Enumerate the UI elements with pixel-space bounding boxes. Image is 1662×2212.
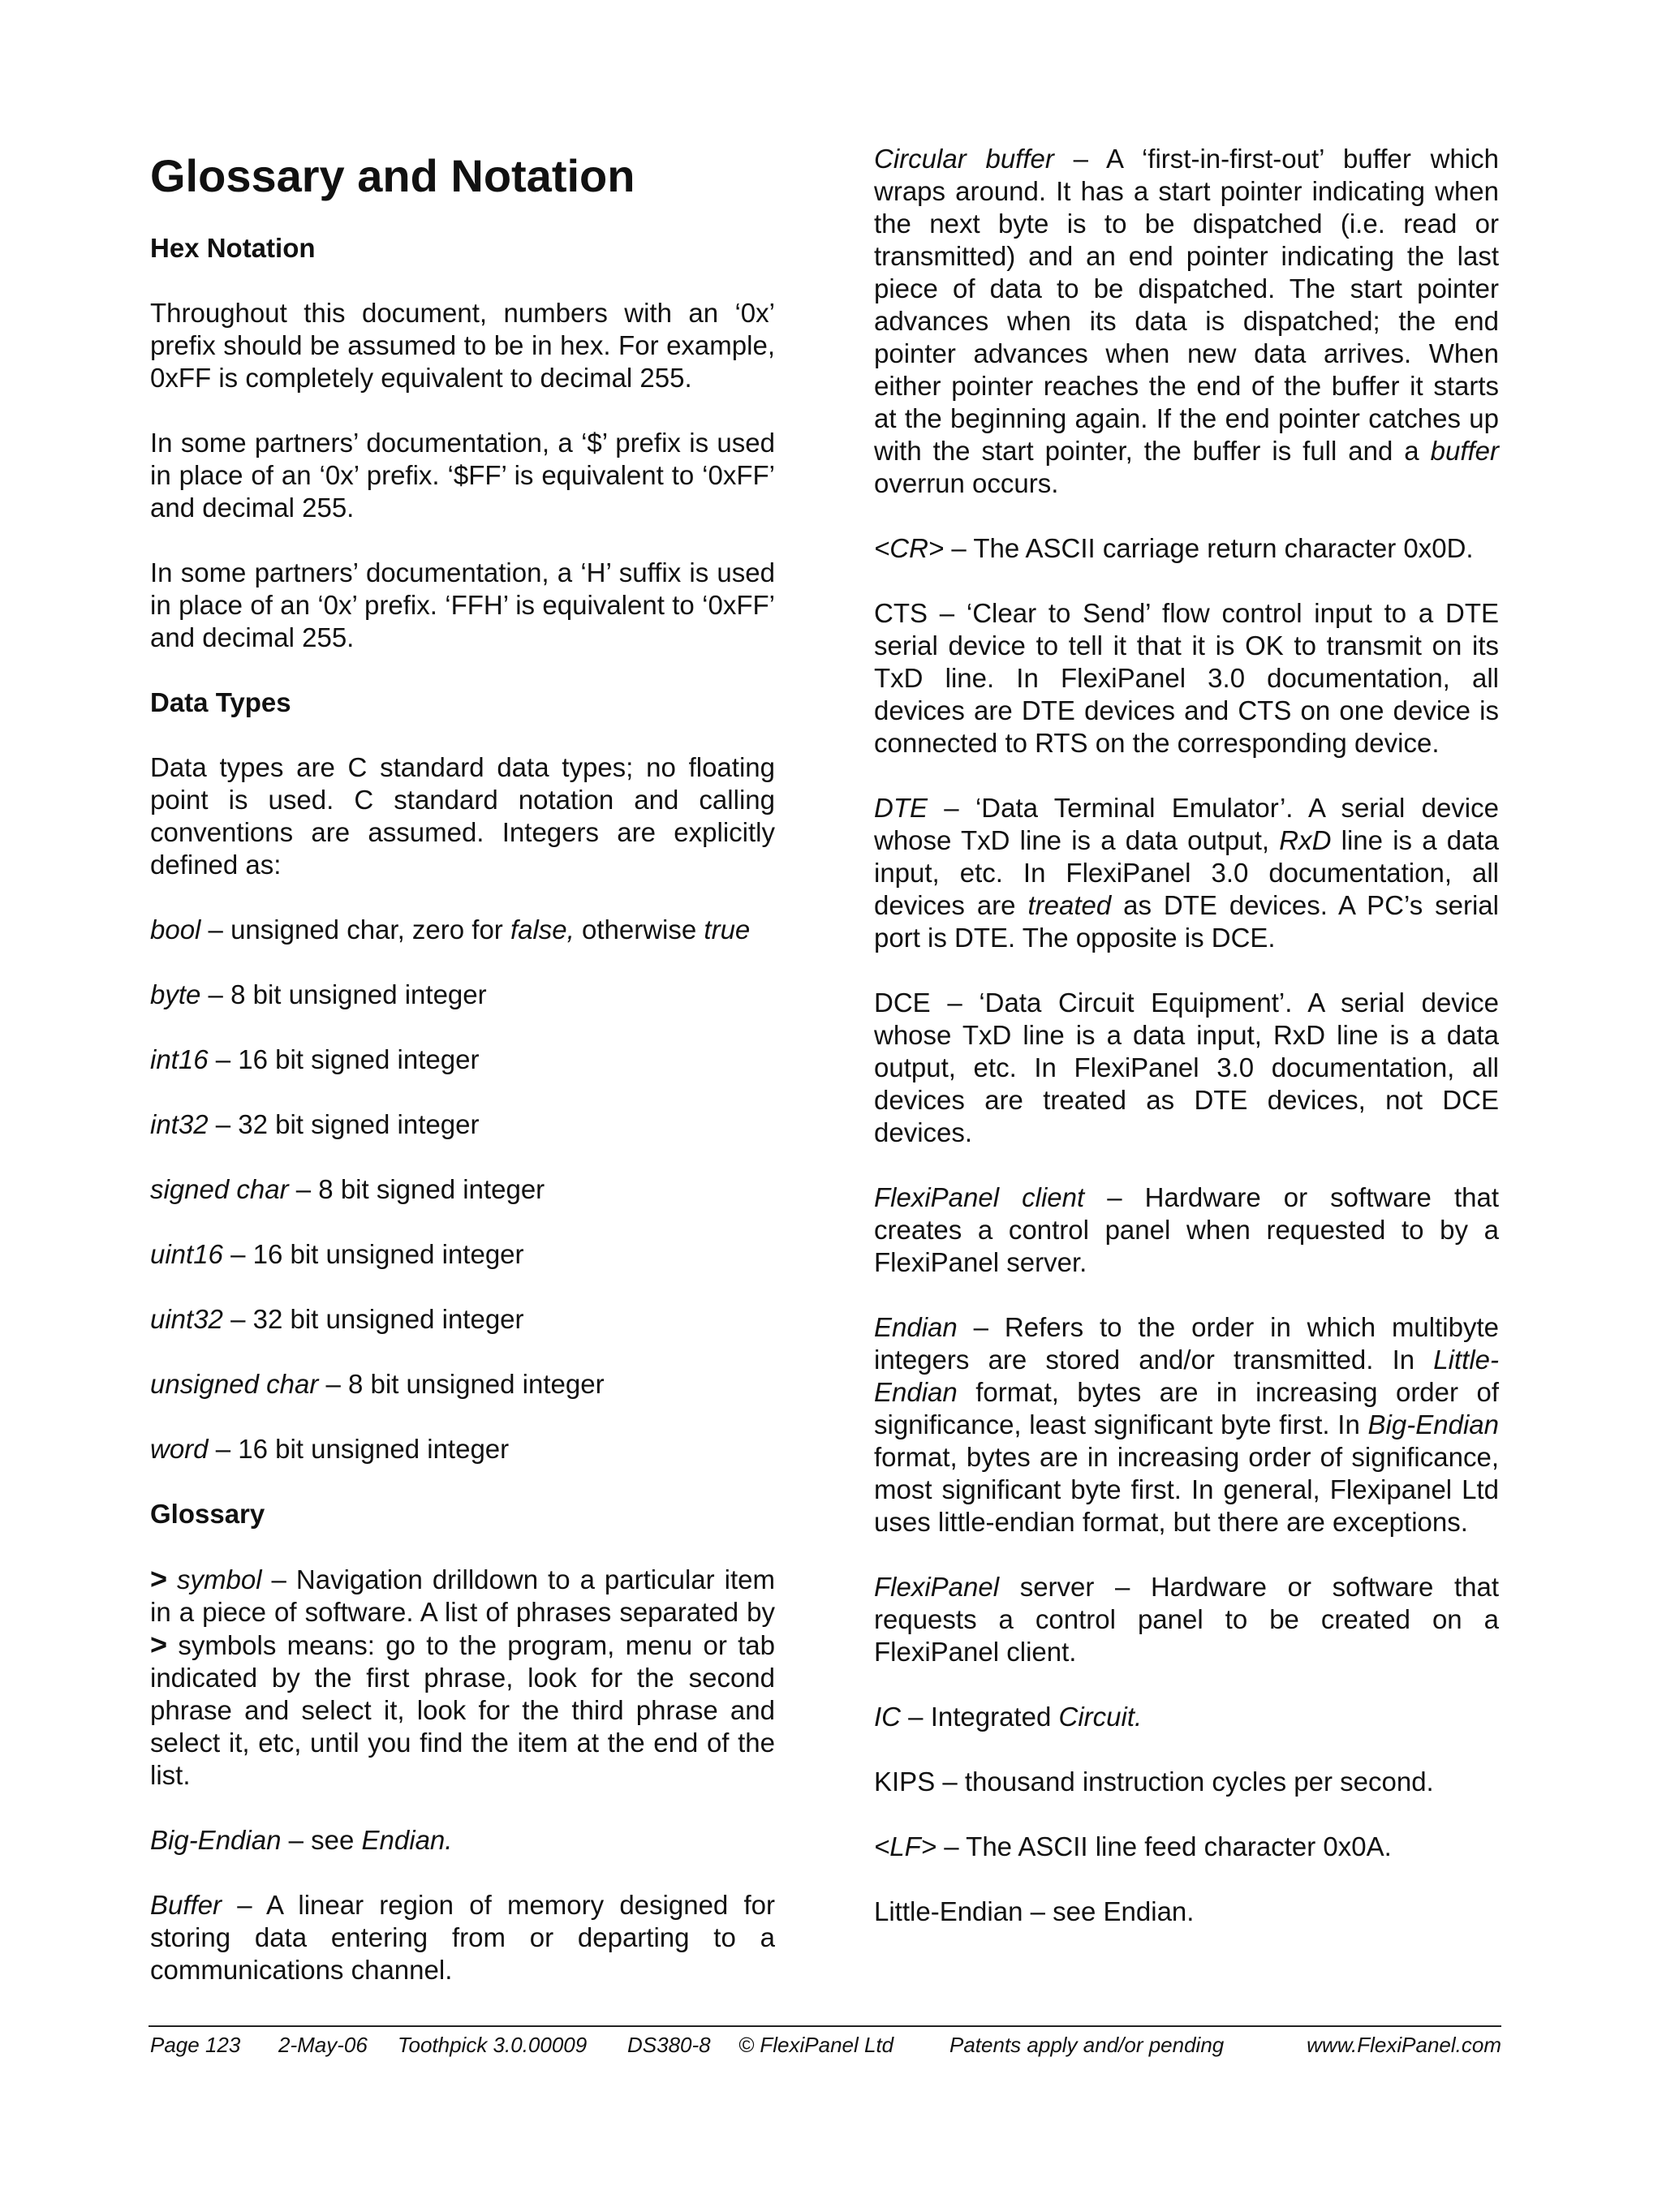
greater-than-symbol: > xyxy=(150,1628,168,1661)
hex-paragraph-3: In some partners’ documentation, a ‘H’ suffix is used in place of an ‘0x’ prefix. ‘FFH’ is equivalent to ‘0xFF’ and decimal 255. xyxy=(150,557,775,652)
glossary-entry-dte: DTE – ‘Data Terminal Emulator’. A serial device whose TxD line is a data output, RxD line is a data input, etc. In FlexiPanel 3.0 documentation, all devices are treated as DTE devices. A PC’s serial port is DTE. The opposite is DCE. xyxy=(874,793,1499,953)
glossary-term: IC xyxy=(874,1702,901,1732)
data-types-heading: Data Types xyxy=(150,687,291,717)
footer-doc-number: DS380-8 xyxy=(627,2033,711,2057)
type-entry-int32: int32 – 32 bit signed integer xyxy=(150,1109,480,1139)
footer-product: Toothpick 3.0.00009 xyxy=(398,2033,588,2057)
footer-copyright: © FlexiPanel Ltd xyxy=(738,2033,894,2057)
type-term: uint32 xyxy=(150,1304,223,1334)
hex-paragraph-1: Throughout this document, numbers with an ‘0x’ prefix should be assumed to be in hex. For example, 0xFF is completely equivalent to decimal 255. xyxy=(150,298,775,393)
footer-website: www.FlexiPanel.com xyxy=(1307,2033,1501,2057)
type-entry-word: word – 16 bit unsigned integer xyxy=(150,1434,510,1464)
glossary-entry-ic: IC – Integrated Circuit. xyxy=(874,1702,1143,1732)
glossary-term: Big-Endian xyxy=(150,1825,282,1855)
glossary-entry-flexipanel-server: FlexiPanel server – Hardware or software that requests a control panel to be created on a FlexiPanel client. xyxy=(874,1572,1499,1667)
page-title: Glossary and Notation xyxy=(150,150,635,201)
type-entry-bool: bool – unsigned char, zero for false, otherwise true xyxy=(150,914,751,945)
type-term: signed char xyxy=(150,1174,289,1204)
glossary-term: FlexiPanel xyxy=(874,1572,1000,1602)
glossary-term: Buffer xyxy=(150,1890,222,1920)
glossary-entry-circular-buffer: Circular buffer – A ‘first-in-first-out’ buffer which wraps around. It has a start pointer indicating when the next byte is to be dispatched (i.e. read or transmitted) and an end pointer indicating the last piece of data to be dispatched. The start pointer advances when its data is dispatched; the end pointer advances when new data arrives. When either pointer reaches the end of the buffer it starts at the beginning again. If the end pointer catches up with the start pointer, the buffer is full and a buffer overrun occurs. xyxy=(874,144,1499,498)
left-column xyxy=(150,143,775,1986)
glossary-term: <LF> xyxy=(874,1831,937,1861)
type-term: int32 xyxy=(150,1109,209,1139)
glossary-term: Circular buffer xyxy=(874,144,1054,174)
glossary-entry-dce: DCE – ‘Data Circuit Equipment’. A serial device whose TxD line is a data input, RxD line is a data output, etc. In FlexiPanel 3.0 documentation, all devices are treated as DTE devices, not DCE devices. xyxy=(874,988,1499,1147)
type-term: word xyxy=(150,1434,209,1464)
data-types-intro: Data types are C standard data types; no floating point is used. C standard notation and calling conventions are assumed. Integers are explicitly defined as: xyxy=(150,752,775,880)
glossary-term: symbol xyxy=(167,1564,262,1594)
glossary-entry-symbol: > symbol – Navigation drilldown to a particular item in a piece of software. A list of phrases separated by > symbols means: go to the program, menu or tab indicated by the first phrase, look for the second phrase and select it, look for the third phrase and select it, etc, until you find the item at the end of the list. xyxy=(150,1562,775,1790)
greater-than-symbol: > xyxy=(150,1562,168,1595)
glossary-term: <CR> xyxy=(874,533,945,563)
type-term: byte xyxy=(150,979,201,1009)
type-term: bool xyxy=(150,914,201,945)
glossary-term: DTE xyxy=(874,793,928,823)
right-column xyxy=(874,143,1499,1928)
glossary-entry-cts: CTS – ‘Clear to Send’ flow control input to a DTE serial device to tell it that it is OK to transmit on its TxD line. In FlexiPanel 3.0 documentation, all devices are DTE devices and CTS on one device is connected to RTS on the corresponding device. xyxy=(874,598,1499,758)
glossary-entry-kips: KIPS – thousand instruction cycles per second. xyxy=(874,1767,1434,1797)
hex-notation-heading: Hex Notation xyxy=(150,233,316,263)
type-entry-signed-char: signed char – 8 bit signed integer xyxy=(150,1174,545,1204)
footer-page-number: Page 123 xyxy=(150,2033,241,2057)
glossary-entry-lf: <LF> – The ASCII line feed character 0x0A. xyxy=(874,1831,1392,1861)
type-entry-int16: int16 – 16 bit signed integer xyxy=(150,1044,480,1074)
glossary-entry-buffer: Buffer – A linear region of memory designed for storing data entering from or departing to a communications channel. xyxy=(150,1890,775,1985)
glossary-entry-endian: Endian – Refers to the order in which multibyte integers are stored and/or transmitted. In Little-Endian format, bytes are in increasing order of significance, least significant byte first. In Big-Endian format, bytes are in increasing order of significance, most significant byte first. In general, Flexipanel Ltd uses little-endian format, but there are exceptions. xyxy=(874,1312,1499,1537)
footer-patents: Patents apply and/or pending xyxy=(949,2033,1225,2057)
type-term: unsigned char xyxy=(150,1369,319,1399)
type-entry-byte: byte – 8 bit unsigned integer xyxy=(150,979,487,1009)
glossary-entry-flexipanel-client: FlexiPanel client – Hardware or software that creates a control panel when requested to by a FlexiPanel server. xyxy=(874,1182,1500,1277)
glossary-entry-big-endian: Big-Endian – see Endian. xyxy=(150,1825,453,1855)
type-term: int16 xyxy=(150,1044,209,1074)
type-entry-uint32: uint32 – 32 bit unsigned integer xyxy=(150,1304,524,1334)
footer-rule xyxy=(149,2025,1501,2027)
type-entry-uint16: uint16 – 16 bit unsigned integer xyxy=(150,1239,524,1269)
footer-date: 2-May-06 xyxy=(278,2033,368,2057)
type-term: uint16 xyxy=(150,1239,223,1269)
glossary-term: Endian xyxy=(874,1312,958,1342)
glossary-heading: Glossary xyxy=(150,1499,265,1529)
glossary-entry-little-endian: Little-Endian – see Endian. xyxy=(874,1896,1195,1926)
glossary-entry-cr: <CR> – The ASCII carriage return character 0x0D. xyxy=(874,533,1474,563)
hex-paragraph-2: In some partners’ documentation, a ‘$’ prefix is used in place of an ‘0x’ prefix. ‘$FF’ is equivalent to ‘0xFF’ and decimal 255. xyxy=(150,428,775,523)
glossary-term: FlexiPanel client xyxy=(874,1182,1085,1212)
type-entry-unsigned-char: unsigned char – 8 bit unsigned integer xyxy=(150,1369,605,1399)
